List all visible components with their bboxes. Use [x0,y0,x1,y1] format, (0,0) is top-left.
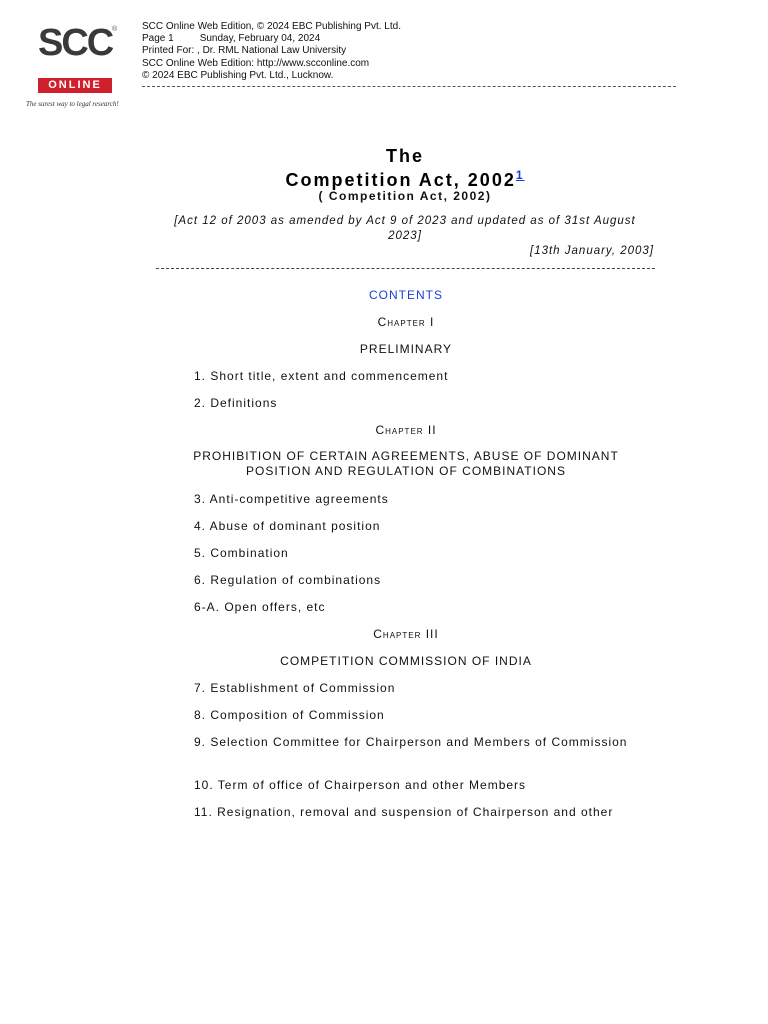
page-number: Page 1 [142,33,174,45]
toc-item[interactable]: 9. Selection Committee for Chairperson and Members of Commission [194,735,628,749]
doc-title: Competition Act, 2002 [285,170,516,190]
footnote-link[interactable]: 1 [515,168,525,182]
toc-item[interactable]: 8. Composition of Commission [194,708,385,722]
toc-item[interactable]: 11. Resignation, removal and suspension of Chairperson and other [194,805,614,819]
contents-heading: CONTENTS [369,288,443,302]
act-note: [Act 12 of 2003 as amended by Act 9 of 2023 and updated as of 31st August 2023] [174,215,636,242]
header-line-4: SCC Online Web Edition: http://www.scconline.com [142,57,370,69]
logo-brand: SCC [38,22,113,64]
chapter-1-heading: PRELIMINARY [359,342,453,356]
toc-item[interactable]: 4. Abuse of dominant position [194,519,381,533]
toc-item[interactable]: 10. Term of office of Chairperson and other Members [194,778,527,792]
title-divider [156,268,655,269]
print-date: Sunday, February 04, 2024 [199,33,321,45]
chapter-1-label: Chapter I [377,315,435,329]
toc-item[interactable]: 1. Short title, extent and commencement [194,369,449,383]
toc-item[interactable]: 5. Combination [194,546,289,560]
toc-item[interactable]: 3. Anti-competitive agreements [194,492,389,506]
doc-title-line-1: The [385,146,424,166]
doc-title-line-2 [0,168,768,191]
doc-subtitle: ( Competition Act, 2002) [318,189,492,203]
toc-item[interactable]: 7. Establishment of Commission [194,681,396,695]
logo-registered-mark: ® [112,26,118,33]
toc-item[interactable]: 2. Definitions [194,396,278,410]
print-header [142,21,401,82]
header-divider [142,86,676,87]
toc-item[interactable]: 6. Regulation of combinations [194,573,382,587]
header-line-3: Printed For: , Dr. RML National Law University [142,45,347,57]
chapter-3-heading: COMPETITION COMMISSION OF INDIA [280,654,532,668]
logo-tagline: The surest way to legal research! [26,100,119,108]
toc-item[interactable]: 6-A. Open offers, etc [194,600,326,614]
logo-online-badge: ONLINE [38,78,112,93]
chapter-3-label: Chapter III [373,627,439,641]
act-date: [13th January, 2003] [530,245,654,257]
header-line-2 [142,33,401,45]
header-line-1: SCC Online Web Edition, © 2024 EBC Publishing Pvt. Ltd. [142,21,401,32]
chapter-2-heading: PROHIBITION OF CERTAIN AGREEMENTS, ABUSE OF DOMINANT POSITION AND REGULATION OF COMBINATIONS [193,449,619,478]
header-line-5: © 2024 EBC Publishing Pvt. Ltd., Lucknow. [142,69,334,81]
scc-online-logo [24,22,134,108]
chapter-2-label: Chapter II [375,423,437,437]
